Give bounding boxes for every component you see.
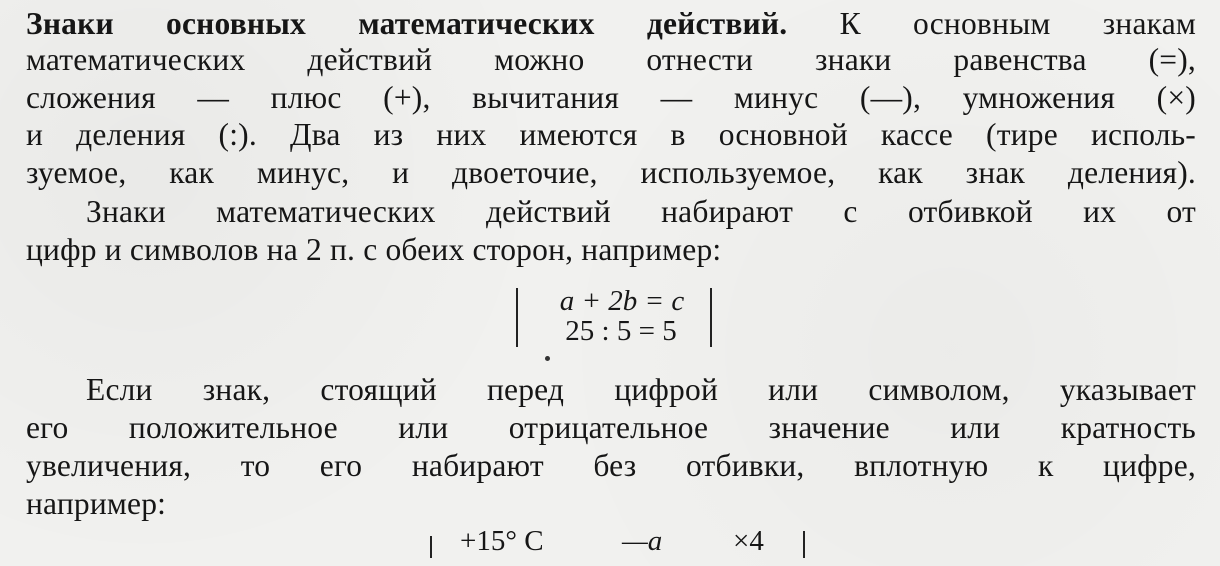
paragraph-1-line-2: математических действий можно отнести знаки равенства (=), [26, 42, 1196, 77]
example-temperature: +15° C [460, 525, 544, 557]
formula-line-1: a + 2b = c [559, 285, 685, 317]
section-heading: Знаки основных математических действий. [26, 6, 788, 41]
examples-left-bar [430, 536, 432, 558]
paragraph-1-line-5: зуемое, как минус, и двоеточие, используемое, как знак деления). [26, 155, 1196, 190]
paragraph-2-line-1: Знаки математических действий набирают с отбивкой их от [86, 194, 1196, 229]
formula-right-bar [710, 288, 712, 347]
paragraph-1-line-1-text: К основным знакам [839, 6, 1197, 41]
paragraph-3-line-1: Если знак, стоящий перед цифрой или символом, указывает [86, 372, 1196, 407]
paragraph-3-line-4: например: [26, 486, 167, 521]
paragraph-1-line-3: сложения — плюс (+), вычитания — минус (—), умножения (×) [26, 80, 1196, 115]
paragraph-2-line-2: цифр и символов на 2 п. с обеих сторон, например: [26, 232, 722, 267]
example-negative: —a [622, 525, 663, 557]
paragraph-1-line-4: и деления (:). Два из них имеются в основной кассе (тире исполь- [26, 117, 1196, 152]
formula-left-bar [516, 288, 518, 347]
print-dot [545, 356, 550, 361]
paragraph-3-line-2: его положительное или отрицательное значение или кратность [26, 410, 1196, 445]
paragraph-3-line-3: увеличения, то его набирают без отбивки, вплотную к цифре, [26, 448, 1196, 483]
paragraph-1-line-1 [26, 6, 1196, 42]
example-multiply: ×4 [733, 525, 764, 557]
formula-line-2: 25 : 5 = 5 [565, 315, 677, 347]
examples-right-bar [803, 531, 805, 558]
